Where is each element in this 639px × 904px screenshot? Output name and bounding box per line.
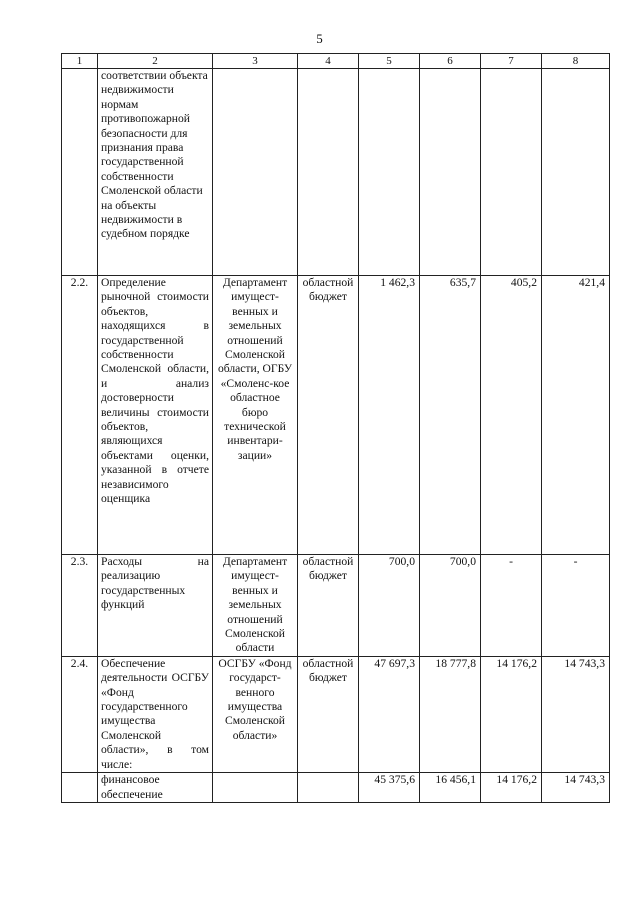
value-year-3: 421,4 — [542, 276, 610, 555]
header-col-5: 5 — [359, 54, 420, 69]
measure-name: финансовое обеспечение — [98, 773, 213, 803]
executor: ОСГБУ «Фонд государст-венного имущества Смоленской области» — [213, 656, 298, 772]
header-col-3: 3 — [213, 54, 298, 69]
value-year-3: - — [542, 555, 610, 657]
executor — [213, 773, 298, 803]
executor: Департамент имущест-венных и земельных отношений Смоленской области, ОГБУ «Смоленс-кое областное бюро технической инвентари-зации» — [213, 276, 298, 555]
value-total: 1 462,3 — [359, 276, 420, 555]
value-total: 47 697,3 — [359, 656, 420, 772]
table-row — [62, 773, 610, 803]
value-year-1: 18 777,8 — [420, 656, 481, 772]
header-col-8: 8 — [542, 54, 610, 69]
executor — [213, 69, 298, 276]
value-total: 45 375,6 — [359, 773, 420, 803]
value-year-2: 14 176,2 — [481, 656, 542, 772]
value-year-1: 635,7 — [420, 276, 481, 555]
table-row — [62, 69, 610, 276]
row-number — [62, 69, 98, 276]
row-number — [62, 773, 98, 803]
header-col-7: 7 — [481, 54, 542, 69]
table-row — [62, 276, 610, 555]
row-number: 2.3. — [62, 555, 98, 657]
value-year-1: 16 456,1 — [420, 773, 481, 803]
executor: Департамент имущест-венных и земельных отношений Смоленской области — [213, 555, 298, 657]
header-col-1: 1 — [62, 54, 98, 69]
value-year-2 — [481, 69, 542, 276]
header-col-2: 2 — [98, 54, 213, 69]
program-table — [61, 53, 610, 803]
row-number: 2.2. — [62, 276, 98, 555]
table-row — [62, 555, 610, 657]
funding-source — [298, 773, 359, 803]
value-year-3: 14 743,3 — [542, 656, 610, 772]
measure-name: соответствии объекта недвижимости нормам противопожарной безопасности для признания права государственной собственности Смоленской области на объекты недвижимости в судебном порядке — [98, 69, 213, 276]
value-total — [359, 69, 420, 276]
value-total: 700,0 — [359, 555, 420, 657]
measure-name: Расходы на реализацию государственных функций — [98, 555, 213, 657]
value-year-2: 14 176,2 — [481, 773, 542, 803]
table-row — [62, 656, 610, 772]
header-row — [62, 54, 610, 69]
value-year-3 — [542, 69, 610, 276]
row-number: 2.4. — [62, 656, 98, 772]
funding-source: областной бюджет — [298, 555, 359, 657]
funding-source — [298, 69, 359, 276]
page-number: 5 — [316, 31, 323, 46]
header-col-4: 4 — [298, 54, 359, 69]
value-year-3: 14 743,3 — [542, 773, 610, 803]
header-col-6: 6 — [420, 54, 481, 69]
measure-name: Определение рыночной стоимости объектов, находящихся в государственной собственности Смоленской области, и анализ достоверности величины стоимости объектов, являющихся объектами оценки, указанной в отчете независимого оценщика — [98, 276, 213, 555]
value-year-1: 700,0 — [420, 555, 481, 657]
value-year-2: 405,2 — [481, 276, 542, 555]
value-year-2: - — [481, 555, 542, 657]
measure-name: Обеспечение деятельности ОСГБУ «Фонд государственного имущества Смоленской области», в том числе: — [98, 656, 213, 772]
funding-source: областной бюджет — [298, 656, 359, 772]
funding-source: областной бюджет — [298, 276, 359, 555]
value-year-1 — [420, 69, 481, 276]
